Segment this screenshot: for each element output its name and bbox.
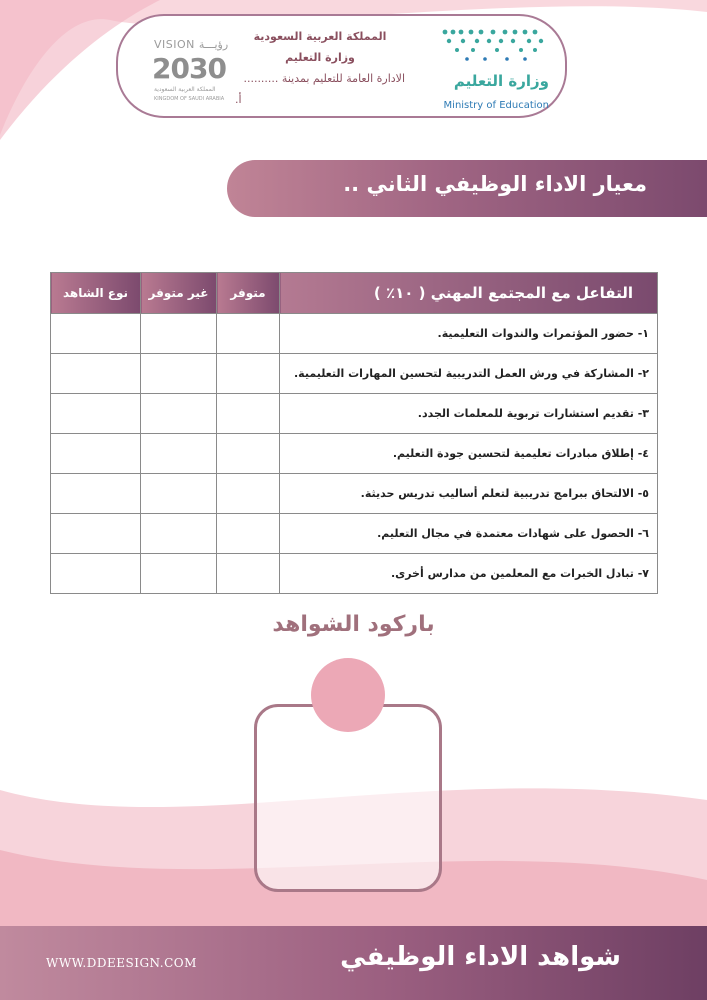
available-cell[interactable] [217,394,280,434]
table-row [51,474,658,514]
table-row [51,514,658,554]
available-cell[interactable] [217,434,280,474]
vision-2030-logo [148,38,238,108]
page-title: معيار الاداء الوظيفي الثاني .. [343,172,647,196]
criterion-item: ٦- الحصول على شهادات معتمدة في مجال التعليم. [280,514,658,554]
not-available-cell[interactable] [141,434,217,474]
evidence-type-header: نوع الشاهد [51,273,141,314]
vision-year: 2030 [152,52,226,85]
not-available-cell[interactable] [141,314,217,354]
available-header: متوفر [217,273,280,314]
header-card [116,14,567,118]
title-band [227,160,707,217]
criteria-table [50,272,658,594]
criterion-item: ١- حضور المؤتمرات والندوات التعليمية. [280,314,658,354]
evidence-type-cell[interactable] [51,554,141,594]
criterion-header: التفاعل مع المجتمع المهني ( ١٠٪ ) [280,273,658,314]
ministry-name-en: Ministry of Education [443,100,549,111]
not-available-cell[interactable] [141,514,217,554]
table-row [51,434,658,474]
evidence-type-cell[interactable] [51,314,141,354]
table-row [51,354,658,394]
table-row [51,554,658,594]
table-row [51,394,658,434]
ministry-logo [437,26,549,111]
criterion-item: ٧- تبادل الخبرات مع المعلمين من مدارس أخرى. [280,554,658,594]
footer-url: WWW.DDEESIGN.COM [46,956,197,970]
footer [0,926,707,1000]
table-row [51,314,658,354]
org-teacher: أ. [235,93,242,106]
available-cell[interactable] [217,554,280,594]
vision-kingdom-en: KINGDOM OF SAUDI ARABIA [154,96,225,102]
vision-kingdom-ar: المملكة العربية السعودية [154,86,216,93]
org-country: المملكة العربية السعودية [253,30,387,43]
barcode-title: باركود الشواهد [272,612,435,637]
barcode-frame [254,704,442,892]
ministry-name-ar: وزارة التعليم [453,72,549,90]
not-available-cell[interactable] [141,474,217,514]
not-available-cell[interactable] [141,554,217,594]
vision-label: VISION رؤيـــة [154,38,229,51]
not-available-cell[interactable] [141,394,217,434]
available-cell[interactable] [217,514,280,554]
criterion-item: ٤- إطلاق مبادرات تعليمية لتحسين جودة التعليم. [280,434,658,474]
available-cell[interactable] [217,474,280,514]
organization-info [235,26,405,110]
criterion-item: ٥- الالتحاق ببرامج تدريبية لتعلم أساليب تدريس حديثة. [280,474,658,514]
footer-title: شواهد الاداء الوظيفي [340,942,621,972]
criterion-item: ٢- المشاركة في ورش العمل التدريبية لتحسين المهارات التعليمية. [280,354,658,394]
table-header-row [51,273,658,314]
evidence-type-cell[interactable] [51,514,141,554]
org-ministry: وزارة التعليم [285,51,355,64]
evidence-type-cell[interactable] [51,474,141,514]
available-cell[interactable] [217,314,280,354]
evidence-type-cell[interactable] [51,434,141,474]
evidence-type-cell[interactable] [51,354,141,394]
org-directorate: الادارة العامة للتعليم بمدينة .......... [243,72,405,85]
not-available-header: غير متوفر [141,273,217,314]
available-cell[interactable] [217,354,280,394]
barcode-decor-circle [311,658,385,732]
not-available-cell[interactable] [141,354,217,394]
evidence-type-cell[interactable] [51,394,141,434]
criterion-item: ٣- تقديم استشارات تربوية للمعلمات الجدد. [280,394,658,434]
ministry-logo-dots-icon [437,26,549,66]
